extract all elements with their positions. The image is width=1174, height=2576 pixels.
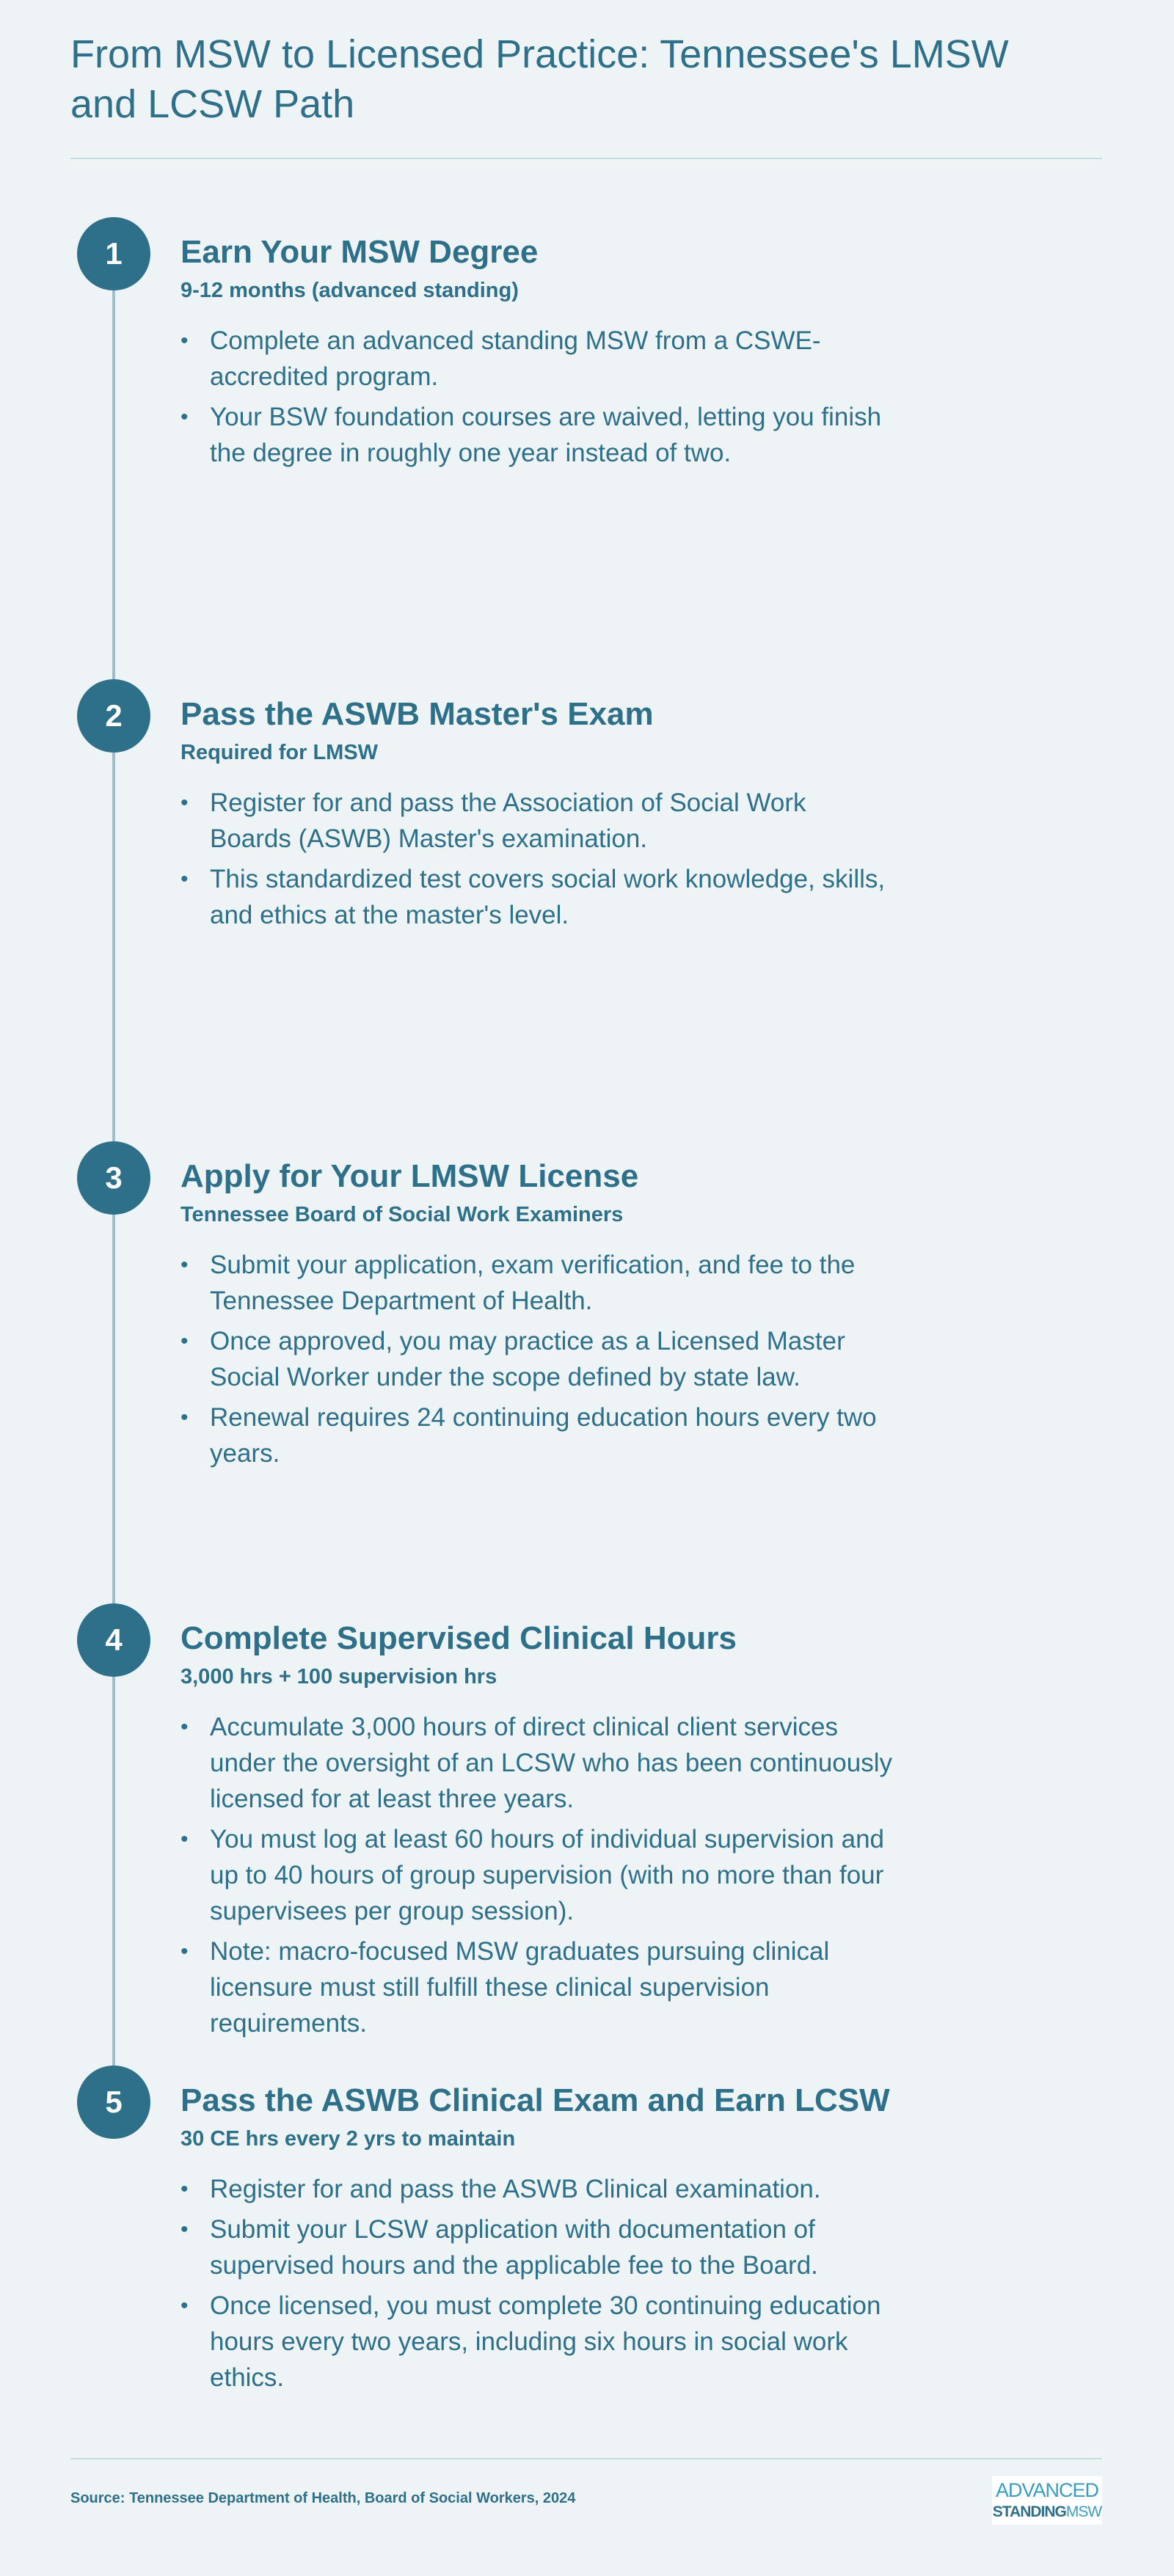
- step-content: [181, 232, 951, 475]
- list-item: [181, 861, 892, 933]
- step-title: Pass the ASWB Clinical Exam and Earn LCSW: [181, 2082, 890, 2118]
- list-item: [181, 323, 892, 395]
- bullet-icon: •: [181, 2177, 189, 2201]
- bullet-icon: •: [181, 1405, 189, 1430]
- bullet-icon: •: [181, 867, 189, 891]
- bullet-text: Once licensed, you must complete 30 continuing education hours every two years, including six hours in social work ethics.: [210, 2291, 881, 2392]
- step-number-badge: 4: [77, 1603, 150, 1677]
- step-bullet-list: [181, 1709, 951, 2041]
- bullet-icon: •: [181, 329, 189, 353]
- step-number-badge: 2: [77, 679, 150, 753]
- page-title: From MSW to Licensed Practice: Tennessee's LMSW and LCSW Path: [70, 32, 1009, 126]
- bullet-icon: •: [181, 1939, 189, 1964]
- step-subtitle: 30 CE hrs every 2 yrs to maintain: [181, 2127, 516, 2151]
- step-title: Complete Supervised Clinical Hours: [181, 1620, 737, 1656]
- bullet-text: Submit your application, exam verification, and fee to the Tennessee Department of Health.: [210, 1251, 856, 1315]
- list-item: [181, 1709, 892, 1817]
- logo-word-standing: STANDING: [992, 2503, 1066, 2520]
- step-title: Pass the ASWB Master's Exam: [181, 696, 654, 732]
- list-item: [181, 1399, 892, 1471]
- bullet-icon: •: [181, 1253, 189, 1277]
- logo-line-1: ADVANCED: [995, 2479, 1099, 2501]
- bullet-text: Submit your LCSW application with documentation of supervised hours and the applicable fee to the Board.: [210, 2215, 818, 2280]
- list-item: [181, 2171, 892, 2207]
- bullet-icon: •: [181, 1715, 189, 1739]
- list-item: [181, 1247, 892, 1319]
- list-item: [181, 785, 892, 857]
- step-bullet-list: [181, 1247, 951, 1471]
- source-note: Source: Tennessee Department of Health, Board of Social Workers, 2024: [70, 2490, 576, 2506]
- step-subtitle: 3,000 hrs + 100 supervision hrs: [181, 1665, 497, 1688]
- bullet-text: Register for and pass the Association of Social Work Boards (ASWB) Master's examination.: [210, 788, 806, 853]
- footer-divider: [70, 2458, 1102, 2459]
- step-title: Apply for Your LMSW License: [181, 1158, 639, 1194]
- logo-word-msw: MSW: [1065, 2503, 1102, 2520]
- list-item: [181, 2288, 892, 2396]
- bullet-icon: •: [181, 405, 189, 429]
- step-bullet-list: [181, 785, 951, 933]
- bullet-icon: •: [181, 2294, 189, 2318]
- bullet-text: Complete an advanced standing MSW from a CSWE-accredited program.: [210, 326, 821, 391]
- step-number-badge: 1: [77, 217, 150, 290]
- bullet-icon: •: [181, 2217, 189, 2242]
- bullet-icon: •: [181, 1827, 189, 1851]
- step-subtitle: Tennessee Board of Social Work Examiners: [181, 1203, 624, 1226]
- advanced-standing-msw-logo: [992, 2476, 1102, 2525]
- step-content: [181, 1618, 951, 2046]
- step-number-badge: 5: [77, 2065, 150, 2139]
- step-title: Earn Your MSW Degree: [181, 234, 539, 270]
- list-item: [181, 2211, 892, 2283]
- step-subtitle: Required for LMSW: [181, 741, 379, 764]
- bullet-icon: •: [181, 1329, 189, 1353]
- bullet-icon: •: [181, 791, 189, 815]
- step-content: [181, 694, 951, 937]
- list-item: [181, 1821, 892, 1929]
- step-number-badge: 3: [77, 1141, 150, 1215]
- logo-line-2: [992, 2503, 1102, 2522]
- header-divider: [70, 158, 1102, 159]
- list-item: [181, 1933, 892, 2041]
- list-item: [181, 1323, 892, 1395]
- step-subtitle: 9-12 months (advanced standing): [181, 279, 519, 302]
- bullet-text: Register for and pass the ASWB Clinical examination.: [210, 2175, 821, 2203]
- bullet-text: Your BSW foundation courses are waived, letting you finish the degree in roughly one year instead of two.: [210, 403, 882, 467]
- step-content: [181, 2080, 951, 2400]
- bullet-text: This standardized test covers social work knowledge, skills, and ethics at the master's level.: [210, 865, 886, 929]
- step-bullet-list: [181, 2171, 951, 2396]
- bullet-text: You must log at least 60 hours of individual supervision and up to 40 hours of group supervision (with no more than four supervisees per group session).: [210, 1825, 885, 1925]
- list-item: [181, 399, 892, 471]
- bullet-text: Note: macro-focused MSW graduates pursuing clinical licensure must still fulfill these clinical supervision requirements.: [210, 1937, 830, 2038]
- step-content: [181, 1156, 951, 1476]
- bullet-text: Accumulate 3,000 hours of direct clinical client services under the oversight of an LCSW who has been continuously licensed for at least three years.: [210, 1713, 893, 1813]
- bullet-text: Renewal requires 24 continuing education hours every two years.: [210, 1403, 877, 1468]
- bullet-text: Once approved, you may practice as a Licensed Master Social Worker under the scope defined by state law.: [210, 1327, 845, 1391]
- step-bullet-list: [181, 323, 951, 471]
